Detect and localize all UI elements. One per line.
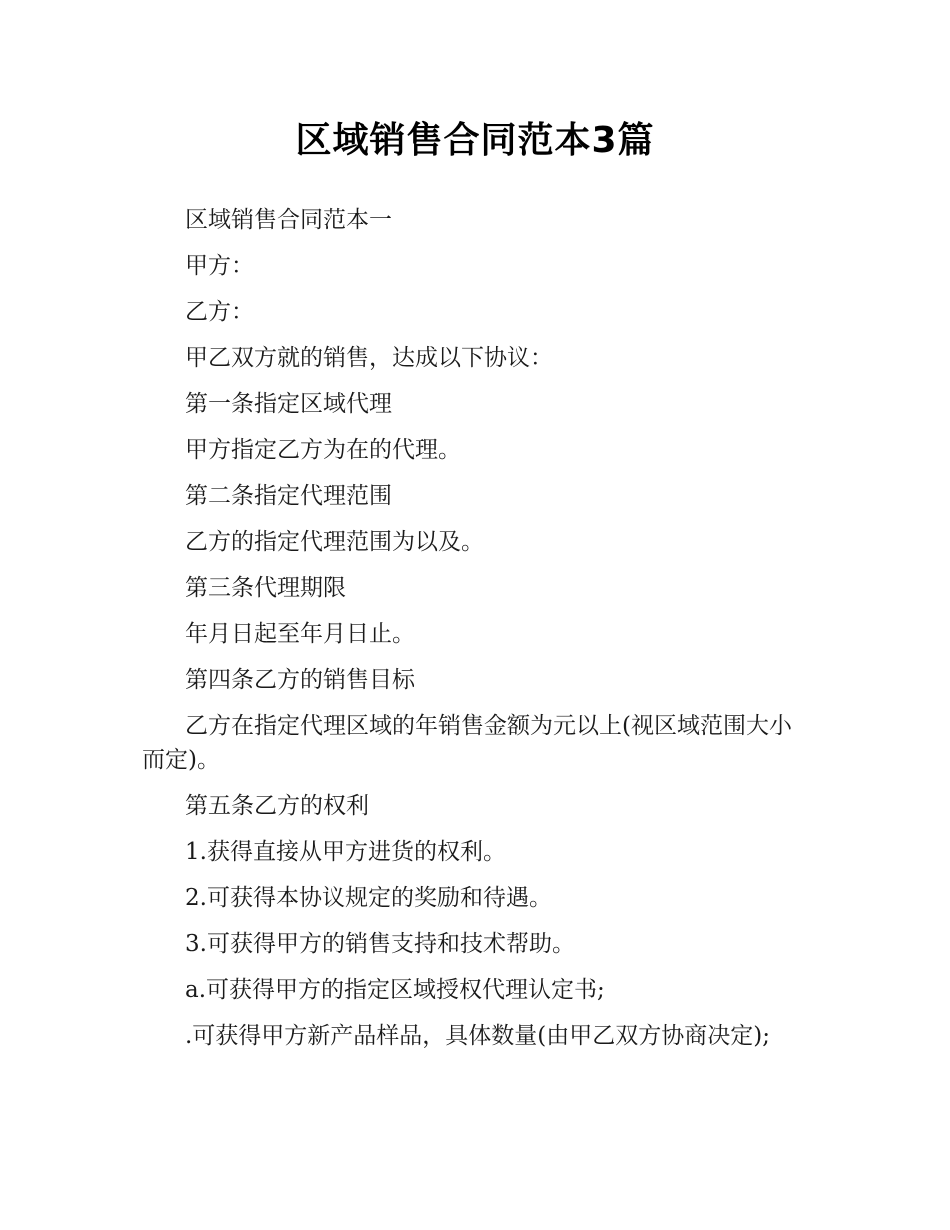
document-body [142,203,802,1065]
document-title: 区域销售合同范本3篇 [295,120,655,161]
paragraph-right-3a: a.可获得甲方的指定区域授权代理认定书; [185,977,605,1003]
paragraph-right-3: 3.可获得甲方的销售支持和技术帮助。 [185,931,575,957]
paragraph-agreement-intro: 甲乙双方就的销售，达成以下协议： [185,345,553,371]
paragraph-article-1-text: 甲方指定乙方为在的代理。 [185,437,461,463]
paragraph-right-3b: .可获得甲方新产品样品，具体数量(由甲乙双方协商决定); [185,1023,771,1049]
paragraph-contract-one-heading: 区域销售合同范本一 [185,207,392,233]
paragraph-article-2-heading: 第二条指定代理范围 [185,483,392,509]
paragraph-right-1: 1.获得直接从甲方进货的权利。 [185,839,506,865]
paragraph-article-5-heading: 第五条乙方的权利 [185,793,369,819]
paragraph-article-3-heading: 第三条代理期限 [185,575,346,601]
paragraph-article-2-text: 乙方的指定代理范围为以及。 [185,529,484,555]
paragraph-article-1-heading: 第一条指定区域代理 [185,391,392,417]
paragraph-party-a: 甲方： [185,253,254,279]
paragraph-article-3-text: 年月日起至年月日止。 [185,621,415,647]
paragraph-right-2: 2.可获得本协议规定的奖励和待遇。 [185,885,552,911]
paragraph-article-4-text: 乙方在指定代理区域的年销售金额为元以上(视区域范围大小而定)。 [142,713,792,773]
paragraph-article-4-heading: 第四条乙方的销售目标 [185,667,415,693]
paragraph-party-b: 乙方： [185,299,254,325]
